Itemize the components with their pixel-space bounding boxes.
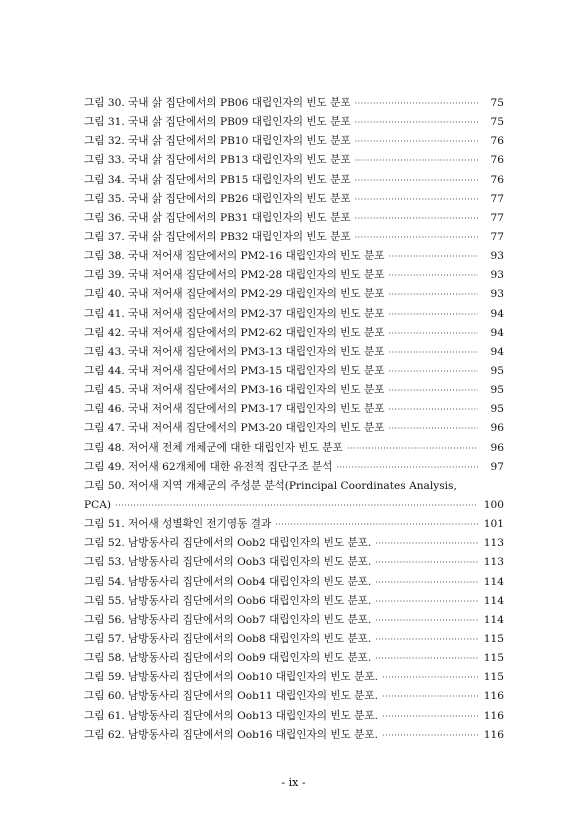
dot-leader bbox=[355, 132, 478, 151]
toc-entry-page: 77 bbox=[490, 192, 504, 205]
dot-leader bbox=[355, 171, 478, 190]
toc-entry-label: 그림 47. 국내 저어새 집단에서의 PM3-20 대립인자의 빈도 분포 bbox=[84, 422, 385, 435]
toc-entry-label: 그림 48. 저어새 전체 개체군에 대한 대립인자 빈도 분포 bbox=[84, 441, 343, 454]
toc-entry-page: 115 bbox=[483, 671, 504, 684]
dot-leader bbox=[355, 209, 478, 228]
toc-entry[interactable] bbox=[84, 534, 504, 553]
toc-entry[interactable] bbox=[84, 726, 504, 745]
dot-leader bbox=[375, 573, 478, 592]
toc-entry[interactable] bbox=[84, 630, 504, 649]
toc-entry[interactable] bbox=[84, 515, 504, 534]
toc-entry-page: 94 bbox=[490, 307, 504, 320]
toc-entry-page: 95 bbox=[490, 364, 504, 377]
dot-leader bbox=[388, 362, 478, 381]
toc-entry[interactable] bbox=[84, 496, 504, 515]
dot-leader bbox=[375, 630, 478, 649]
toc-entry-page: 115 bbox=[483, 632, 504, 645]
dot-leader bbox=[382, 726, 478, 745]
dot-leader bbox=[388, 247, 478, 266]
toc-entry-page: 93 bbox=[490, 288, 504, 301]
toc-entry[interactable] bbox=[84, 687, 504, 706]
toc-entry-label: 그림 57. 남방동사리 집단에서의 Oob8 대립인자의 빈도 분포. bbox=[84, 632, 372, 645]
toc-entry-page: 93 bbox=[490, 269, 504, 282]
toc-entry[interactable] bbox=[84, 611, 504, 630]
dot-leader bbox=[355, 151, 478, 170]
toc-entry-label: 그림 62. 남방동사리 집단에서의 Oob16 대립인자의 빈도 분포. bbox=[84, 728, 379, 741]
toc-entry-page: 96 bbox=[490, 422, 504, 435]
dot-leader bbox=[347, 439, 478, 458]
dot-leader bbox=[388, 324, 478, 343]
dot-leader bbox=[375, 611, 478, 630]
dot-leader bbox=[375, 649, 478, 668]
dot-leader bbox=[382, 668, 478, 687]
toc-entry[interactable] bbox=[84, 113, 504, 132]
toc-entry-page: 75 bbox=[490, 97, 504, 109]
figure-list bbox=[84, 94, 504, 745]
toc-entry-page: 114 bbox=[483, 575, 504, 588]
toc-entry[interactable] bbox=[84, 707, 504, 726]
toc-entry[interactable] bbox=[84, 439, 504, 458]
toc-entry-label: 그림 41. 국내 저어새 집단에서의 PM2-37 대립인자의 빈도 분포 bbox=[84, 307, 385, 320]
toc-entry-page: 101 bbox=[483, 518, 504, 531]
toc-entry-page: 115 bbox=[483, 652, 504, 665]
dot-leader bbox=[388, 419, 478, 438]
toc-entry[interactable] bbox=[84, 151, 504, 170]
toc-entry[interactable] bbox=[84, 209, 504, 228]
dot-leader bbox=[388, 266, 478, 285]
toc-entry-page: 113 bbox=[483, 537, 504, 550]
dot-leader bbox=[355, 190, 478, 209]
toc-entry-page: 114 bbox=[483, 613, 504, 626]
dot-leader bbox=[375, 553, 478, 572]
dot-leader bbox=[275, 515, 478, 534]
toc-entry[interactable] bbox=[84, 285, 504, 304]
toc-entry-label: 그림 61. 남방동사리 집단에서의 Oob13 대립인자의 빈도 분포. bbox=[84, 709, 379, 722]
toc-entry-label: 그림 34. 국내 삵 집단에서의 PB15 대립인자의 빈도 분포 bbox=[84, 173, 351, 186]
toc-entry[interactable] bbox=[84, 94, 504, 113]
toc-entry[interactable] bbox=[84, 477, 504, 496]
toc-entry-label: 그림 44. 국내 저어새 집단에서의 PM3-15 대립인자의 빈도 분포 bbox=[84, 364, 385, 377]
dot-leader bbox=[115, 496, 478, 515]
toc-entry[interactable] bbox=[84, 228, 504, 247]
toc-entry[interactable] bbox=[84, 266, 504, 285]
toc-entry-label: 그림 54. 남방동사리 집단에서의 Oob4 대립인자의 빈도 분포. bbox=[84, 575, 372, 588]
toc-entry[interactable] bbox=[84, 324, 504, 343]
toc-entry-page: 76 bbox=[490, 135, 504, 148]
toc-entry-page: 95 bbox=[490, 403, 504, 416]
toc-entry-label: 그림 53. 남방동사리 집단에서의 Oob3 대립인자의 빈도 분포. bbox=[84, 556, 372, 569]
dot-leader bbox=[388, 381, 478, 400]
dot-leader bbox=[382, 707, 478, 726]
toc-entry-label: 그림 45. 국내 저어새 집단에서의 PM3-16 대립인자의 빈도 분포 bbox=[84, 384, 385, 397]
toc-entry-page: 113 bbox=[483, 556, 504, 569]
toc-entry-page: 95 bbox=[490, 384, 504, 397]
toc-entry-label: 그림 36. 국내 삵 집단에서의 PB31 대립인자의 빈도 분포 bbox=[84, 211, 351, 224]
toc-entry[interactable] bbox=[84, 381, 504, 400]
toc-entry[interactable] bbox=[84, 343, 504, 362]
dot-leader bbox=[388, 343, 478, 362]
toc-entry-page: 77 bbox=[490, 211, 504, 224]
toc-entry-label: 그림 35. 국내 삵 집단에서의 PB26 대립인자의 빈도 분포 bbox=[84, 192, 351, 205]
dot-leader bbox=[375, 534, 478, 553]
toc-entry-label: 그림 59. 남방동사리 집단에서의 Oob10 대립인자의 빈도 분포. bbox=[84, 671, 379, 684]
toc-entry[interactable] bbox=[84, 247, 504, 266]
toc-entry-label: 그림 39. 국내 저어새 집단에서의 PM2-28 대립인자의 빈도 분포 bbox=[84, 269, 385, 282]
toc-entry-page: 116 bbox=[483, 690, 504, 703]
toc-entry-label: 그림 38. 국내 저어새 집단에서의 PM2-16 대립인자의 빈도 분포 bbox=[84, 250, 385, 263]
toc-entry-label: 그림 60. 남방동사리 집단에서의 Oob11 대립인자의 빈도 분포. bbox=[84, 690, 379, 703]
toc-entry-page: 94 bbox=[490, 326, 504, 339]
toc-entry-page: 96 bbox=[490, 441, 504, 454]
toc-entry-page: 76 bbox=[490, 173, 504, 186]
toc-entry-page: 75 bbox=[490, 116, 504, 129]
dot-leader bbox=[388, 400, 478, 419]
toc-entry[interactable] bbox=[84, 171, 504, 190]
toc-entry-page: 116 bbox=[483, 728, 504, 741]
toc-entry-page: 97 bbox=[490, 460, 504, 473]
toc-entry[interactable] bbox=[84, 573, 504, 592]
toc-entry-label: 그림 37. 국내 삵 집단에서의 PB32 대립인자의 빈도 분포 bbox=[84, 230, 351, 243]
toc-entry-label: 그림 31. 국내 삵 집단에서의 PB09 대립인자의 빈도 분포 bbox=[84, 116, 351, 129]
toc-entry[interactable] bbox=[84, 132, 504, 151]
toc-entry[interactable] bbox=[84, 419, 504, 438]
toc-entry[interactable] bbox=[84, 553, 504, 572]
toc-entry-label: 그림 56. 남방동사리 집단에서의 Oob7 대립인자의 빈도 분포. bbox=[84, 613, 372, 626]
toc-entry-label: 그림 33. 국내 삵 집단에서의 PB13 대립인자의 빈도 분포 bbox=[84, 154, 351, 167]
toc-entry-page: 76 bbox=[490, 154, 504, 167]
toc-entry-label: 그림 52. 남방동사리 집단에서의 Oob2 대립인자의 빈도 분포. bbox=[84, 537, 372, 550]
dot-leader bbox=[382, 687, 478, 706]
dot-leader bbox=[355, 228, 478, 247]
toc-entry-label: 그림 46. 국내 저어새 집단에서의 PM3-17 대립인자의 빈도 분포 bbox=[84, 403, 385, 416]
toc-entry-label: PCA) bbox=[84, 498, 112, 511]
toc-entry-label: 그림 42. 국내 저어새 집단에서의 PM2-62 대립인자의 빈도 분포 bbox=[84, 326, 385, 339]
toc-entry[interactable] bbox=[84, 400, 504, 419]
dot-leader bbox=[388, 285, 478, 304]
dot-leader bbox=[375, 592, 478, 611]
toc-entry[interactable] bbox=[84, 458, 504, 477]
toc-entry-page: 114 bbox=[483, 594, 504, 607]
toc-entry-label: 그림 32. 국내 삵 집단에서의 PB10 대립인자의 빈도 분포 bbox=[84, 135, 351, 148]
toc-entry-label: 그림 43. 국내 저어새 집단에서의 PM3-13 대립인자의 빈도 분포 bbox=[84, 345, 385, 358]
toc-entry-page: 77 bbox=[490, 230, 504, 243]
dot-leader bbox=[355, 113, 478, 132]
toc-entry[interactable] bbox=[84, 649, 504, 668]
toc-entry-label: 그림 49. 저어새 62개체에 대한 유전적 집단구조 분석 bbox=[84, 460, 333, 473]
toc-entry-label: 그림 51. 저어새 성별확인 전기영동 결과 bbox=[84, 518, 272, 531]
toc-entry[interactable] bbox=[84, 190, 504, 209]
toc-entry-label: 그림 30. 국내 삵 집단에서의 PB06 대립인자의 빈도 분포 bbox=[84, 97, 351, 109]
toc-entry-label: 그림 55. 남방동사리 집단에서의 Oob6 대립인자의 빈도 분포. bbox=[84, 594, 372, 607]
toc-entry-page: 100 bbox=[483, 498, 504, 511]
toc-entry-page: 116 bbox=[483, 709, 504, 722]
toc-entry[interactable] bbox=[84, 305, 504, 324]
page-number: - ix - bbox=[281, 776, 306, 789]
toc-entry-label: 그림 40. 국내 저어새 집단에서의 PM2-29 대립인자의 빈도 분포 bbox=[84, 288, 385, 301]
dot-leader bbox=[388, 305, 478, 324]
toc-entry[interactable] bbox=[84, 592, 504, 611]
toc-entry-page: 93 bbox=[490, 250, 504, 263]
toc-entry-label: 그림 50. 저어새 지역 개체군의 주성분 분석(Principal Coordinates Analysis, bbox=[84, 479, 457, 492]
toc-entry[interactable] bbox=[84, 362, 504, 381]
dot-leader bbox=[355, 94, 478, 113]
toc-entry[interactable] bbox=[84, 668, 504, 687]
toc-entry-page: 94 bbox=[490, 345, 504, 358]
dot-leader bbox=[336, 458, 478, 477]
toc-entry-label: 그림 58. 남방동사리 집단에서의 Oob9 대립인자의 빈도 분포. bbox=[84, 652, 372, 665]
